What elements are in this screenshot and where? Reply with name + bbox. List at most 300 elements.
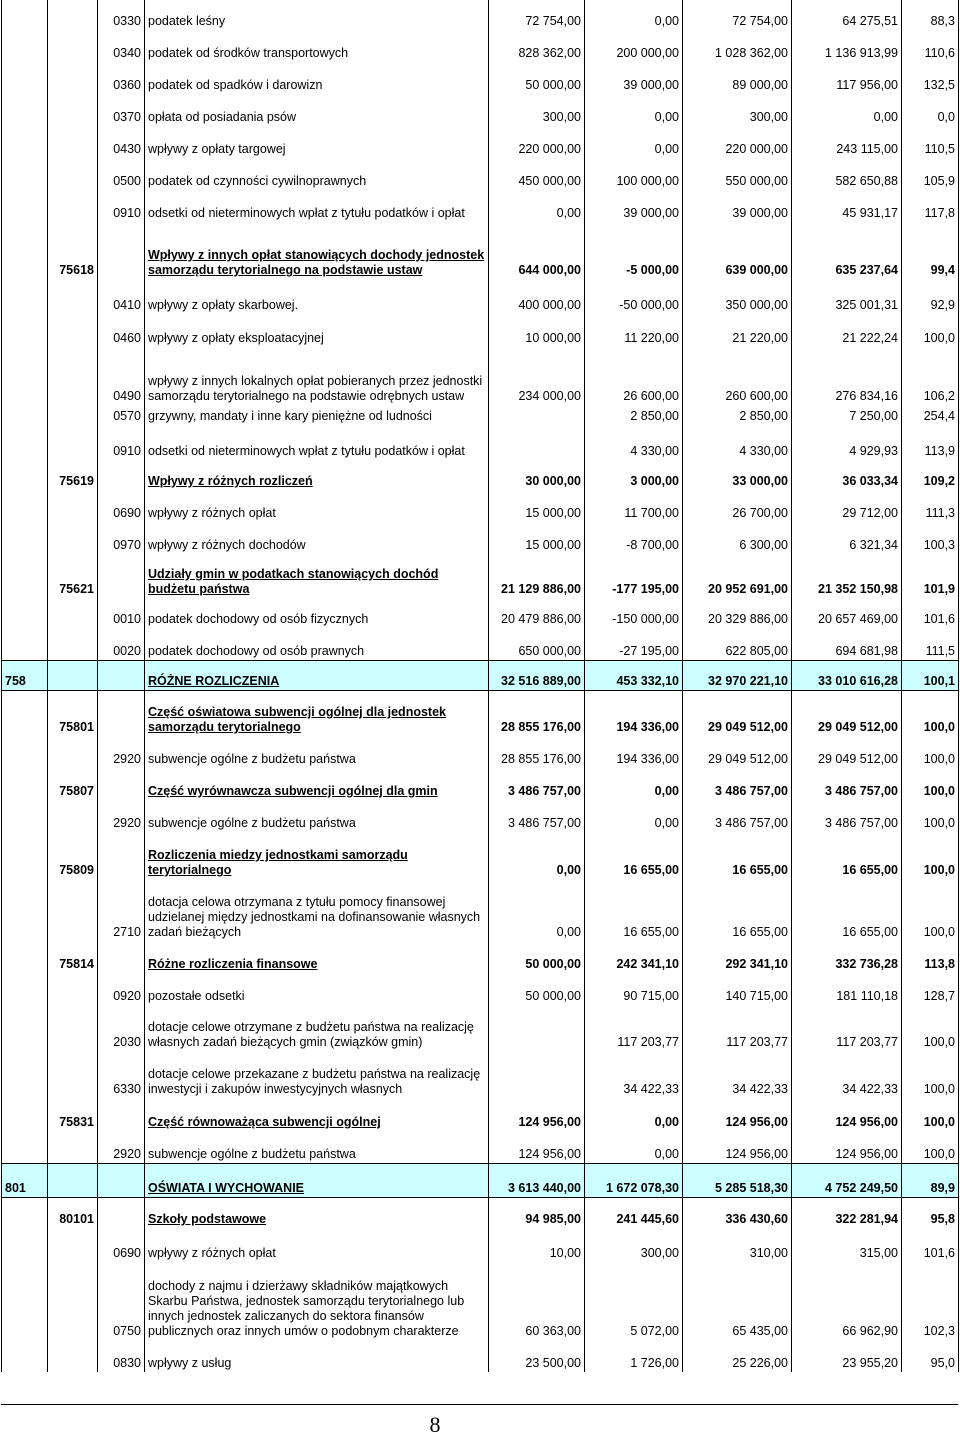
chapter-row <box>2 941 959 973</box>
plan-after-change-cell: 29 049 512,00 <box>683 690 792 736</box>
paragraph-code-cell: 0410 <box>98 279 145 314</box>
section-code-cell <box>2 425 48 460</box>
chapter-code-cell: 75801 <box>48 690 98 736</box>
plan-after-change-cell: 16 655,00 <box>683 879 792 941</box>
execution-percent-cell: 113,8 <box>902 941 959 973</box>
paragraph-code-cell <box>98 690 145 736</box>
execution-percent-cell: 0,0 <box>902 94 959 126</box>
description-text: dotacja celowa otrzymana z tytułu pomocy finansowej udzielanej między jednostkami na dofinansowanie własnych zadań bieżących <box>148 895 481 939</box>
plan-after-change-cell: 2 850,00 <box>683 405 792 425</box>
execution-percent-cell: 95,8 <box>902 1197 959 1228</box>
section-code-cell <box>2 522 48 554</box>
execution-value-cell: 20 657 469,00 <box>792 598 902 628</box>
section-code-cell <box>2 490 48 522</box>
plan-value-cell: 400 000,00 <box>489 279 585 314</box>
description-cell <box>145 460 489 490</box>
plan-value-cell: 234 000,00 <box>489 347 585 405</box>
execution-value-cell: 16 655,00 <box>792 832 902 879</box>
description-text: wpływy z opłaty skarbowej. <box>148 298 299 312</box>
description-text: Różne rozliczenia finansowe <box>148 957 318 971</box>
execution-value-cell: 33 010 616,28 <box>792 660 902 690</box>
change-value-cell: 11 220,00 <box>585 314 683 347</box>
section-code-cell <box>2 126 48 158</box>
description-cell <box>145 690 489 736</box>
plan-after-change-cell: 140 715,00 <box>683 973 792 1005</box>
chapter-code-cell <box>48 190 98 222</box>
section-code-cell <box>2 832 48 879</box>
change-value-cell: 300,00 <box>585 1228 683 1262</box>
description-text: podatek leśny <box>148 14 226 28</box>
execution-value-cell: 325 001,31 <box>792 279 902 314</box>
plan-value-cell: 3 613 440,00 <box>489 1163 585 1197</box>
chapter-row <box>2 690 959 736</box>
chapter-code-cell <box>48 522 98 554</box>
plan-value-cell: 300,00 <box>489 94 585 126</box>
chapter-code-cell <box>48 425 98 460</box>
chapter-code-cell <box>48 30 98 62</box>
description-cell <box>145 800 489 832</box>
execution-percent-cell: 100,0 <box>902 736 959 768</box>
table-row <box>2 1005 959 1051</box>
execution-value-cell: 29 712,00 <box>792 490 902 522</box>
change-value-cell: 0,00 <box>585 94 683 126</box>
description-text: podatek dochodowy od osób prawnych <box>148 643 365 658</box>
plan-value-cell: 10 000,00 <box>489 314 585 347</box>
description-cell <box>145 490 489 522</box>
change-value-cell: -177 195,00 <box>585 554 683 598</box>
execution-value-cell: 1 136 913,99 <box>792 30 902 62</box>
description-cell <box>145 158 489 190</box>
section-code-cell <box>2 941 48 973</box>
plan-value-cell: 50 000,00 <box>489 941 585 973</box>
plan-after-change-cell: 292 341,10 <box>683 941 792 973</box>
section-code-cell <box>2 158 48 190</box>
execution-value-cell: 45 931,17 <box>792 190 902 222</box>
execution-percent-cell: 101,6 <box>902 598 959 628</box>
table-row <box>2 522 959 554</box>
paragraph-code-cell <box>98 941 145 973</box>
paragraph-code-cell: 6330 <box>98 1051 145 1098</box>
table-row <box>2 628 959 660</box>
execution-percent-cell: 106,2 <box>902 347 959 405</box>
description-cell <box>145 598 489 628</box>
paragraph-code-cell: 0690 <box>98 1228 145 1262</box>
table-row <box>2 126 959 158</box>
plan-after-change-cell: 117 203,77 <box>683 1005 792 1051</box>
description-cell <box>145 190 489 222</box>
description-text: odsetki od nieterminowych wpłat z tytułu podatków i opłat <box>148 444 465 458</box>
description-cell <box>145 736 489 768</box>
description-cell <box>145 222 489 279</box>
paragraph-code-cell: 0360 <box>98 62 145 94</box>
chapter-row <box>2 1197 959 1228</box>
execution-percent-cell: 100,0 <box>902 879 959 941</box>
chapter-code-cell <box>48 973 98 1005</box>
change-value-cell: 11 700,00 <box>585 490 683 522</box>
execution-value-cell: 7 250,00 <box>792 405 902 425</box>
execution-value-cell: 694 681,98 <box>792 628 902 660</box>
chapter-code-cell <box>48 660 98 690</box>
chapter-code-cell <box>48 628 98 660</box>
plan-value-cell: 644 000,00 <box>489 222 585 279</box>
description-text: dotacje celowe przekazane z budżetu państwa na realizację inwestycji i zakupów inwestycyjnych własnych <box>148 1067 481 1096</box>
table-body <box>2 0 959 1372</box>
chapter-row <box>2 554 959 598</box>
section-code-cell <box>2 736 48 768</box>
paragraph-code-cell: 0370 <box>98 94 145 126</box>
plan-after-change-cell: 29 049 512,00 <box>683 736 792 768</box>
plan-after-change-cell: 20 952 691,00 <box>683 554 792 598</box>
execution-value-cell: 322 281,94 <box>792 1197 902 1228</box>
description-text: podatek dochodowy od osób fizycznych <box>148 612 369 626</box>
execution-value-cell: 6 321,34 <box>792 522 902 554</box>
chapter-row <box>2 768 959 800</box>
execution-value-cell: 4 929,93 <box>792 425 902 460</box>
execution-percent-cell: 100,0 <box>902 1051 959 1098</box>
paragraph-code-cell <box>98 1163 145 1197</box>
description-cell <box>145 973 489 1005</box>
description-text: subwencje ogólne z budżetu państwa <box>148 816 356 830</box>
plan-after-change-cell: 72 754,00 <box>683 0 792 30</box>
change-value-cell: -5 000,00 <box>585 222 683 279</box>
table-row <box>2 279 959 314</box>
chapter-code-cell <box>48 405 98 425</box>
execution-percent-cell: 95,0 <box>902 1340 959 1372</box>
description-cell <box>145 314 489 347</box>
section-code-cell <box>2 347 48 405</box>
chapter-code-cell: 75809 <box>48 832 98 879</box>
paragraph-code-cell: 2710 <box>98 879 145 941</box>
description-text: wpływy z usług <box>148 1356 232 1370</box>
table-row <box>2 879 959 941</box>
paragraph-code-cell <box>98 1197 145 1228</box>
description-cell <box>145 1228 489 1262</box>
execution-value-cell: 332 736,28 <box>792 941 902 973</box>
change-value-cell: 2 850,00 <box>585 405 683 425</box>
change-value-cell: 194 336,00 <box>585 736 683 768</box>
execution-value-cell: 181 110,18 <box>792 973 902 1005</box>
change-value-cell: 26 600,00 <box>585 347 683 405</box>
execution-percent-cell: 110,6 <box>902 30 959 62</box>
chapter-code-cell <box>48 347 98 405</box>
execution-value-cell: 34 422,33 <box>792 1051 902 1098</box>
table-row <box>2 62 959 94</box>
change-value-cell: 16 655,00 <box>585 832 683 879</box>
description-cell <box>145 1005 489 1051</box>
plan-after-change-cell: 300,00 <box>683 94 792 126</box>
execution-percent-cell: 100,0 <box>902 832 959 879</box>
plan-after-change-cell: 21 220,00 <box>683 314 792 347</box>
execution-value-cell: 29 049 512,00 <box>792 736 902 768</box>
description-cell <box>145 62 489 94</box>
chapter-code-cell <box>48 0 98 30</box>
execution-percent-cell: 92,9 <box>902 279 959 314</box>
change-value-cell: 39 000,00 <box>585 190 683 222</box>
plan-value-cell: 124 956,00 <box>489 1098 585 1131</box>
paragraph-code-cell: 0330 <box>98 0 145 30</box>
paragraph-code-cell: 0460 <box>98 314 145 347</box>
table-row <box>2 800 959 832</box>
execution-value-cell: 4 752 249,50 <box>792 1163 902 1197</box>
plan-value-cell: 30 000,00 <box>489 460 585 490</box>
description-text: Część oświatowa subwencji ogólnej dla jednostek samorządu terytorialnego <box>148 705 446 734</box>
section-code-cell <box>2 30 48 62</box>
description-cell <box>145 1197 489 1228</box>
execution-percent-cell: 100,0 <box>902 690 959 736</box>
section-code-cell <box>2 190 48 222</box>
plan-after-change-cell: 550 000,00 <box>683 158 792 190</box>
table-bottom-border <box>1 1404 958 1405</box>
section-row <box>2 1163 959 1197</box>
paragraph-code-cell: 0010 <box>98 598 145 628</box>
description-text: dochody z najmu i dzierżawy składników majątkowych Skarbu Państwa, jednostek samorządu terytorialnego lub innych jednostek zaliczanych do sektora finansów publicznych oraz innych umów o podobnym charakterze <box>148 1279 465 1338</box>
section-code-cell <box>2 0 48 30</box>
chapter-code-cell <box>48 1163 98 1197</box>
paragraph-code-cell: 2920 <box>98 800 145 832</box>
table-row <box>2 1228 959 1262</box>
plan-value-cell: 21 129 886,00 <box>489 554 585 598</box>
plan-after-change-cell: 34 422,33 <box>683 1051 792 1098</box>
plan-after-change-cell: 4 330,00 <box>683 425 792 460</box>
change-value-cell: 453 332,10 <box>585 660 683 690</box>
execution-percent-cell: 101,6 <box>902 1228 959 1262</box>
execution-percent-cell: 88,3 <box>902 0 959 30</box>
plan-after-change-cell: 3 486 757,00 <box>683 800 792 832</box>
change-value-cell: 0,00 <box>585 1131 683 1163</box>
chapter-code-cell <box>48 879 98 941</box>
plan-after-change-cell: 20 329 886,00 <box>683 598 792 628</box>
section-code-cell <box>2 598 48 628</box>
execution-value-cell: 3 486 757,00 <box>792 768 902 800</box>
description-text: Część równoważąca subwencji ogólnej <box>148 1115 381 1129</box>
paragraph-code-cell: 2920 <box>98 1131 145 1163</box>
description-text: wpływy z różnych dochodów <box>148 538 306 552</box>
section-code-cell <box>2 879 48 941</box>
description-cell <box>145 1163 489 1197</box>
execution-value-cell: 315,00 <box>792 1228 902 1262</box>
table-row <box>2 1340 959 1372</box>
paragraph-code-cell: 0910 <box>98 425 145 460</box>
chapter-code-cell: 80101 <box>48 1197 98 1228</box>
section-code-cell <box>2 1228 48 1262</box>
description-cell <box>145 126 489 158</box>
plan-value-cell: 50 000,00 <box>489 973 585 1005</box>
execution-percent-cell: 109,2 <box>902 460 959 490</box>
page-number: 8 <box>429 1412 441 1437</box>
execution-value-cell: 117 203,77 <box>792 1005 902 1051</box>
section-code-cell: 758 <box>2 660 48 690</box>
execution-value-cell: 276 834,16 <box>792 347 902 405</box>
chapter-row <box>2 832 959 879</box>
plan-after-change-cell: 89 000,00 <box>683 62 792 94</box>
chapter-row <box>2 1098 959 1131</box>
description-text: opłata od posiadania psów <box>148 110 297 124</box>
execution-percent-cell: 100,0 <box>902 1005 959 1051</box>
execution-percent-cell: 113,9 <box>902 425 959 460</box>
plan-after-change-cell: 220 000,00 <box>683 126 792 158</box>
plan-after-change-cell: 260 600,00 <box>683 347 792 405</box>
plan-after-change-cell: 124 956,00 <box>683 1098 792 1131</box>
chapter-code-cell <box>48 1262 98 1340</box>
section-code-cell <box>2 690 48 736</box>
plan-value-cell: 450 000,00 <box>489 158 585 190</box>
section-row <box>2 660 959 690</box>
execution-percent-cell: 100,0 <box>902 1098 959 1131</box>
description-cell <box>145 1262 489 1340</box>
description-text: Szkoły podstawowe <box>148 1212 267 1226</box>
description-cell <box>145 94 489 126</box>
plan-value-cell <box>489 1051 585 1098</box>
plan-value-cell <box>489 405 585 425</box>
change-value-cell: 1 726,00 <box>585 1340 683 1372</box>
change-value-cell: 200 000,00 <box>585 30 683 62</box>
section-code-cell <box>2 62 48 94</box>
description-cell <box>145 879 489 941</box>
change-value-cell: -50 000,00 <box>585 279 683 314</box>
execution-value-cell: 21 352 150,98 <box>792 554 902 598</box>
plan-value-cell: 23 500,00 <box>489 1340 585 1372</box>
change-value-cell: 241 445,60 <box>585 1197 683 1228</box>
execution-value-cell: 124 956,00 <box>792 1098 902 1131</box>
paragraph-code-cell: 0500 <box>98 158 145 190</box>
table-row <box>2 1262 959 1340</box>
chapter-code-cell <box>48 314 98 347</box>
table-row <box>2 314 959 347</box>
plan-after-change-cell: 3 486 757,00 <box>683 768 792 800</box>
execution-value-cell: 3 486 757,00 <box>792 800 902 832</box>
execution-value-cell: 117 956,00 <box>792 62 902 94</box>
plan-value-cell <box>489 1005 585 1051</box>
description-cell <box>145 425 489 460</box>
chapter-code-cell <box>48 126 98 158</box>
plan-after-change-cell: 622 805,00 <box>683 628 792 660</box>
table-row <box>2 158 959 190</box>
description-cell <box>145 405 489 425</box>
plan-after-change-cell: 26 700,00 <box>683 490 792 522</box>
plan-after-change-cell: 310,00 <box>683 1228 792 1262</box>
paragraph-code-cell: 0830 <box>98 1340 145 1372</box>
table-row <box>2 425 959 460</box>
table-row <box>2 405 959 425</box>
section-code-cell <box>2 1340 48 1372</box>
description-cell <box>145 1098 489 1131</box>
section-code-cell <box>2 973 48 1005</box>
description-text: RÓŻNE ROZLICZENIA <box>148 673 280 688</box>
chapter-code-cell <box>48 1340 98 1372</box>
paragraph-code-cell: 0340 <box>98 30 145 62</box>
execution-value-cell: 243 115,00 <box>792 126 902 158</box>
plan-value-cell: 3 486 757,00 <box>489 768 585 800</box>
execution-percent-cell: 111,5 <box>902 628 959 660</box>
chapter-code-cell: 75807 <box>48 768 98 800</box>
description-text: podatek od spadków i darowizn <box>148 78 323 92</box>
plan-value-cell: 10,00 <box>489 1228 585 1262</box>
execution-percent-cell: 102,3 <box>902 1262 959 1340</box>
paragraph-code-cell: 0750 <box>98 1262 145 1340</box>
plan-value-cell: 50 000,00 <box>489 62 585 94</box>
section-code-cell <box>2 94 48 126</box>
description-cell <box>145 1051 489 1098</box>
description-cell <box>145 522 489 554</box>
chapter-code-cell: 75831 <box>48 1098 98 1131</box>
plan-value-cell: 3 486 757,00 <box>489 800 585 832</box>
execution-value-cell: 66 962,90 <box>792 1262 902 1340</box>
section-code-cell: 801 <box>2 1163 48 1197</box>
change-value-cell: 194 336,00 <box>585 690 683 736</box>
section-code-cell <box>2 1197 48 1228</box>
table-row <box>2 598 959 628</box>
change-value-cell: 242 341,10 <box>585 941 683 973</box>
change-value-cell: 0,00 <box>585 768 683 800</box>
chapter-code-cell: 75621 <box>48 554 98 598</box>
change-value-cell: 0,00 <box>585 800 683 832</box>
change-value-cell: 39 000,00 <box>585 62 683 94</box>
table-row <box>2 973 959 1005</box>
description-cell <box>145 628 489 660</box>
section-code-cell <box>2 222 48 279</box>
plan-after-change-cell: 16 655,00 <box>683 832 792 879</box>
section-code-cell <box>2 800 48 832</box>
plan-value-cell: 0,00 <box>489 879 585 941</box>
change-value-cell: 16 655,00 <box>585 879 683 941</box>
chapter-row <box>2 460 959 490</box>
description-cell <box>145 768 489 800</box>
change-value-cell: 100 000,00 <box>585 158 683 190</box>
chapter-code-cell <box>48 62 98 94</box>
execution-percent-cell: 254,4 <box>902 405 959 425</box>
chapter-code-cell <box>48 1228 98 1262</box>
plan-after-change-cell: 350 000,00 <box>683 279 792 314</box>
chapter-code-cell <box>48 1131 98 1163</box>
description-text: subwencje ogólne z budżetu państwa <box>148 1146 356 1161</box>
paragraph-code-cell: 0020 <box>98 628 145 660</box>
change-value-cell: 0,00 <box>585 126 683 158</box>
plan-value-cell: 60 363,00 <box>489 1262 585 1340</box>
paragraph-code-cell <box>98 768 145 800</box>
execution-percent-cell: 100,3 <box>902 522 959 554</box>
change-value-cell: 1 672 078,30 <box>585 1163 683 1197</box>
table-row <box>2 1131 959 1163</box>
section-code-cell <box>2 1098 48 1131</box>
plan-after-change-cell: 1 028 362,00 <box>683 30 792 62</box>
plan-value-cell: 828 362,00 <box>489 30 585 62</box>
execution-value-cell: 124 956,00 <box>792 1131 902 1163</box>
change-value-cell: 34 422,33 <box>585 1051 683 1098</box>
plan-value-cell: 124 956,00 <box>489 1131 585 1163</box>
paragraph-code-cell <box>98 832 145 879</box>
plan-value-cell: 72 754,00 <box>489 0 585 30</box>
execution-percent-cell: 99,4 <box>902 222 959 279</box>
chapter-code-cell <box>48 279 98 314</box>
plan-value-cell: 0,00 <box>489 832 585 879</box>
execution-value-cell: 21 222,24 <box>792 314 902 347</box>
paragraph-code-cell: 0490 <box>98 347 145 405</box>
section-code-cell <box>2 1005 48 1051</box>
table-row <box>2 736 959 768</box>
paragraph-code-cell: 0430 <box>98 126 145 158</box>
paragraph-code-cell <box>98 222 145 279</box>
chapter-code-cell: 75814 <box>48 941 98 973</box>
paragraph-code-cell <box>98 660 145 690</box>
table-row <box>2 1051 959 1098</box>
plan-value-cell: 28 855 176,00 <box>489 690 585 736</box>
plan-value-cell: 15 000,00 <box>489 490 585 522</box>
execution-percent-cell: 100,0 <box>902 1131 959 1163</box>
execution-percent-cell: 110,5 <box>902 126 959 158</box>
description-cell <box>145 347 489 405</box>
execution-value-cell: 23 955,20 <box>792 1340 902 1372</box>
plan-value-cell: 94 985,00 <box>489 1197 585 1228</box>
